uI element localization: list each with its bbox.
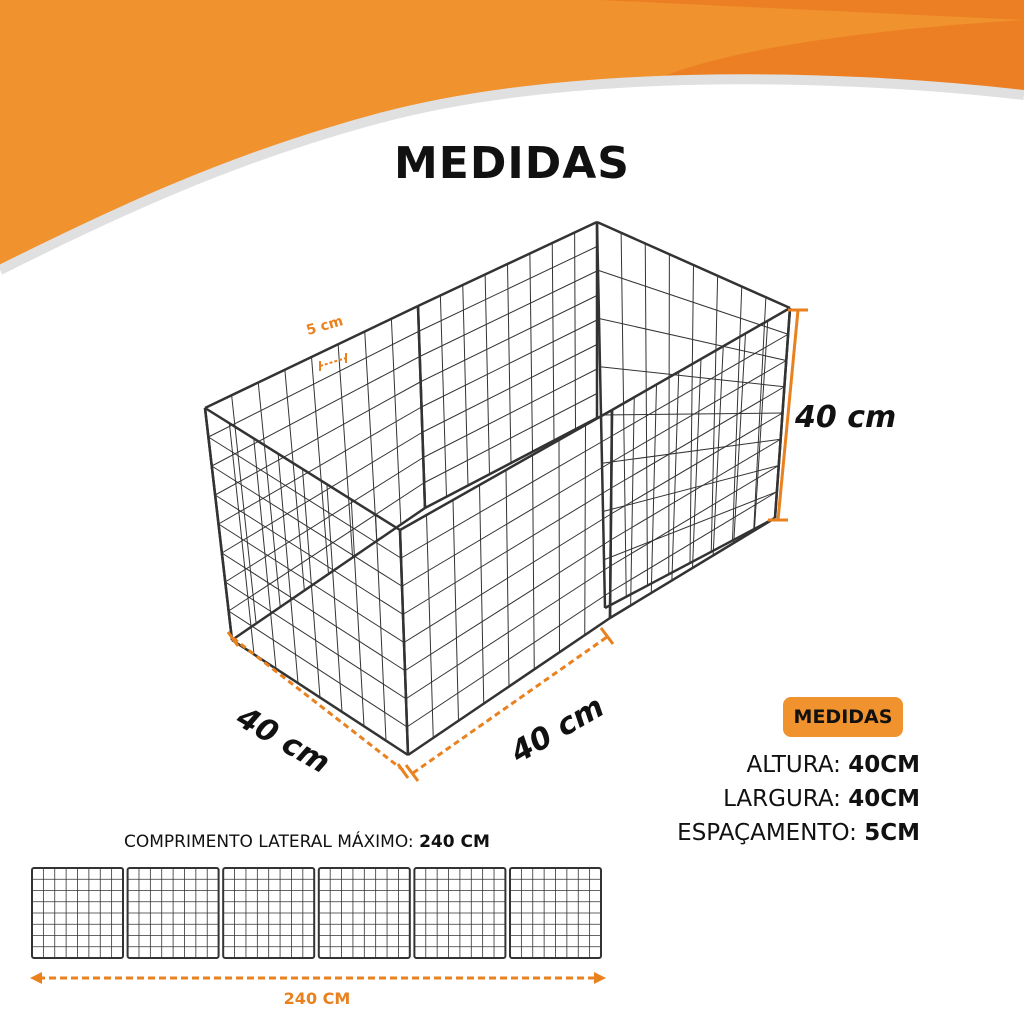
height-label: 40 cm <box>795 400 897 435</box>
spec-height-key: ALTURA <box>746 752 834 778</box>
strip-panel <box>414 868 505 958</box>
measures-badge: MEDIDAS <box>783 697 903 737</box>
total-length-label: 240 CM <box>283 989 351 1008</box>
spec-width-key: LARGURA <box>723 786 834 812</box>
spec-spacing: ESPAÇAMENTO: 5CM <box>677 820 920 846</box>
spacing-label: 5 cm <box>304 313 345 339</box>
spec-height: ALTURA: 40CM <box>746 752 920 778</box>
strip-panel <box>319 868 410 958</box>
spec-width: LARGURA: 40CM <box>723 786 920 812</box>
max-length-key: COMPRIMENTO LATERAL MÁXIMO <box>124 832 408 852</box>
strip-panels <box>32 868 601 958</box>
max-length-value: 240 CM <box>419 832 490 852</box>
strip-panel <box>223 868 314 958</box>
spec-spacing-value: 5CM <box>864 820 920 846</box>
width-label: 40 cm <box>230 700 336 781</box>
max-length-caption: COMPRIMENTO LATERAL MÁXIMO: 240 CM <box>124 832 490 852</box>
spec-width-value: 40CM <box>848 786 920 812</box>
spec-height-value: 40CM <box>848 752 920 778</box>
page-title: MEDIDAS <box>393 138 630 189</box>
strip-panel <box>32 868 123 958</box>
spec-spacing-key: ESPAÇAMENTO <box>677 820 850 846</box>
length-label: 40 cm <box>505 689 611 771</box>
strip-panel <box>510 868 601 958</box>
total-length-line <box>30 972 606 984</box>
strip-panel <box>128 868 219 958</box>
